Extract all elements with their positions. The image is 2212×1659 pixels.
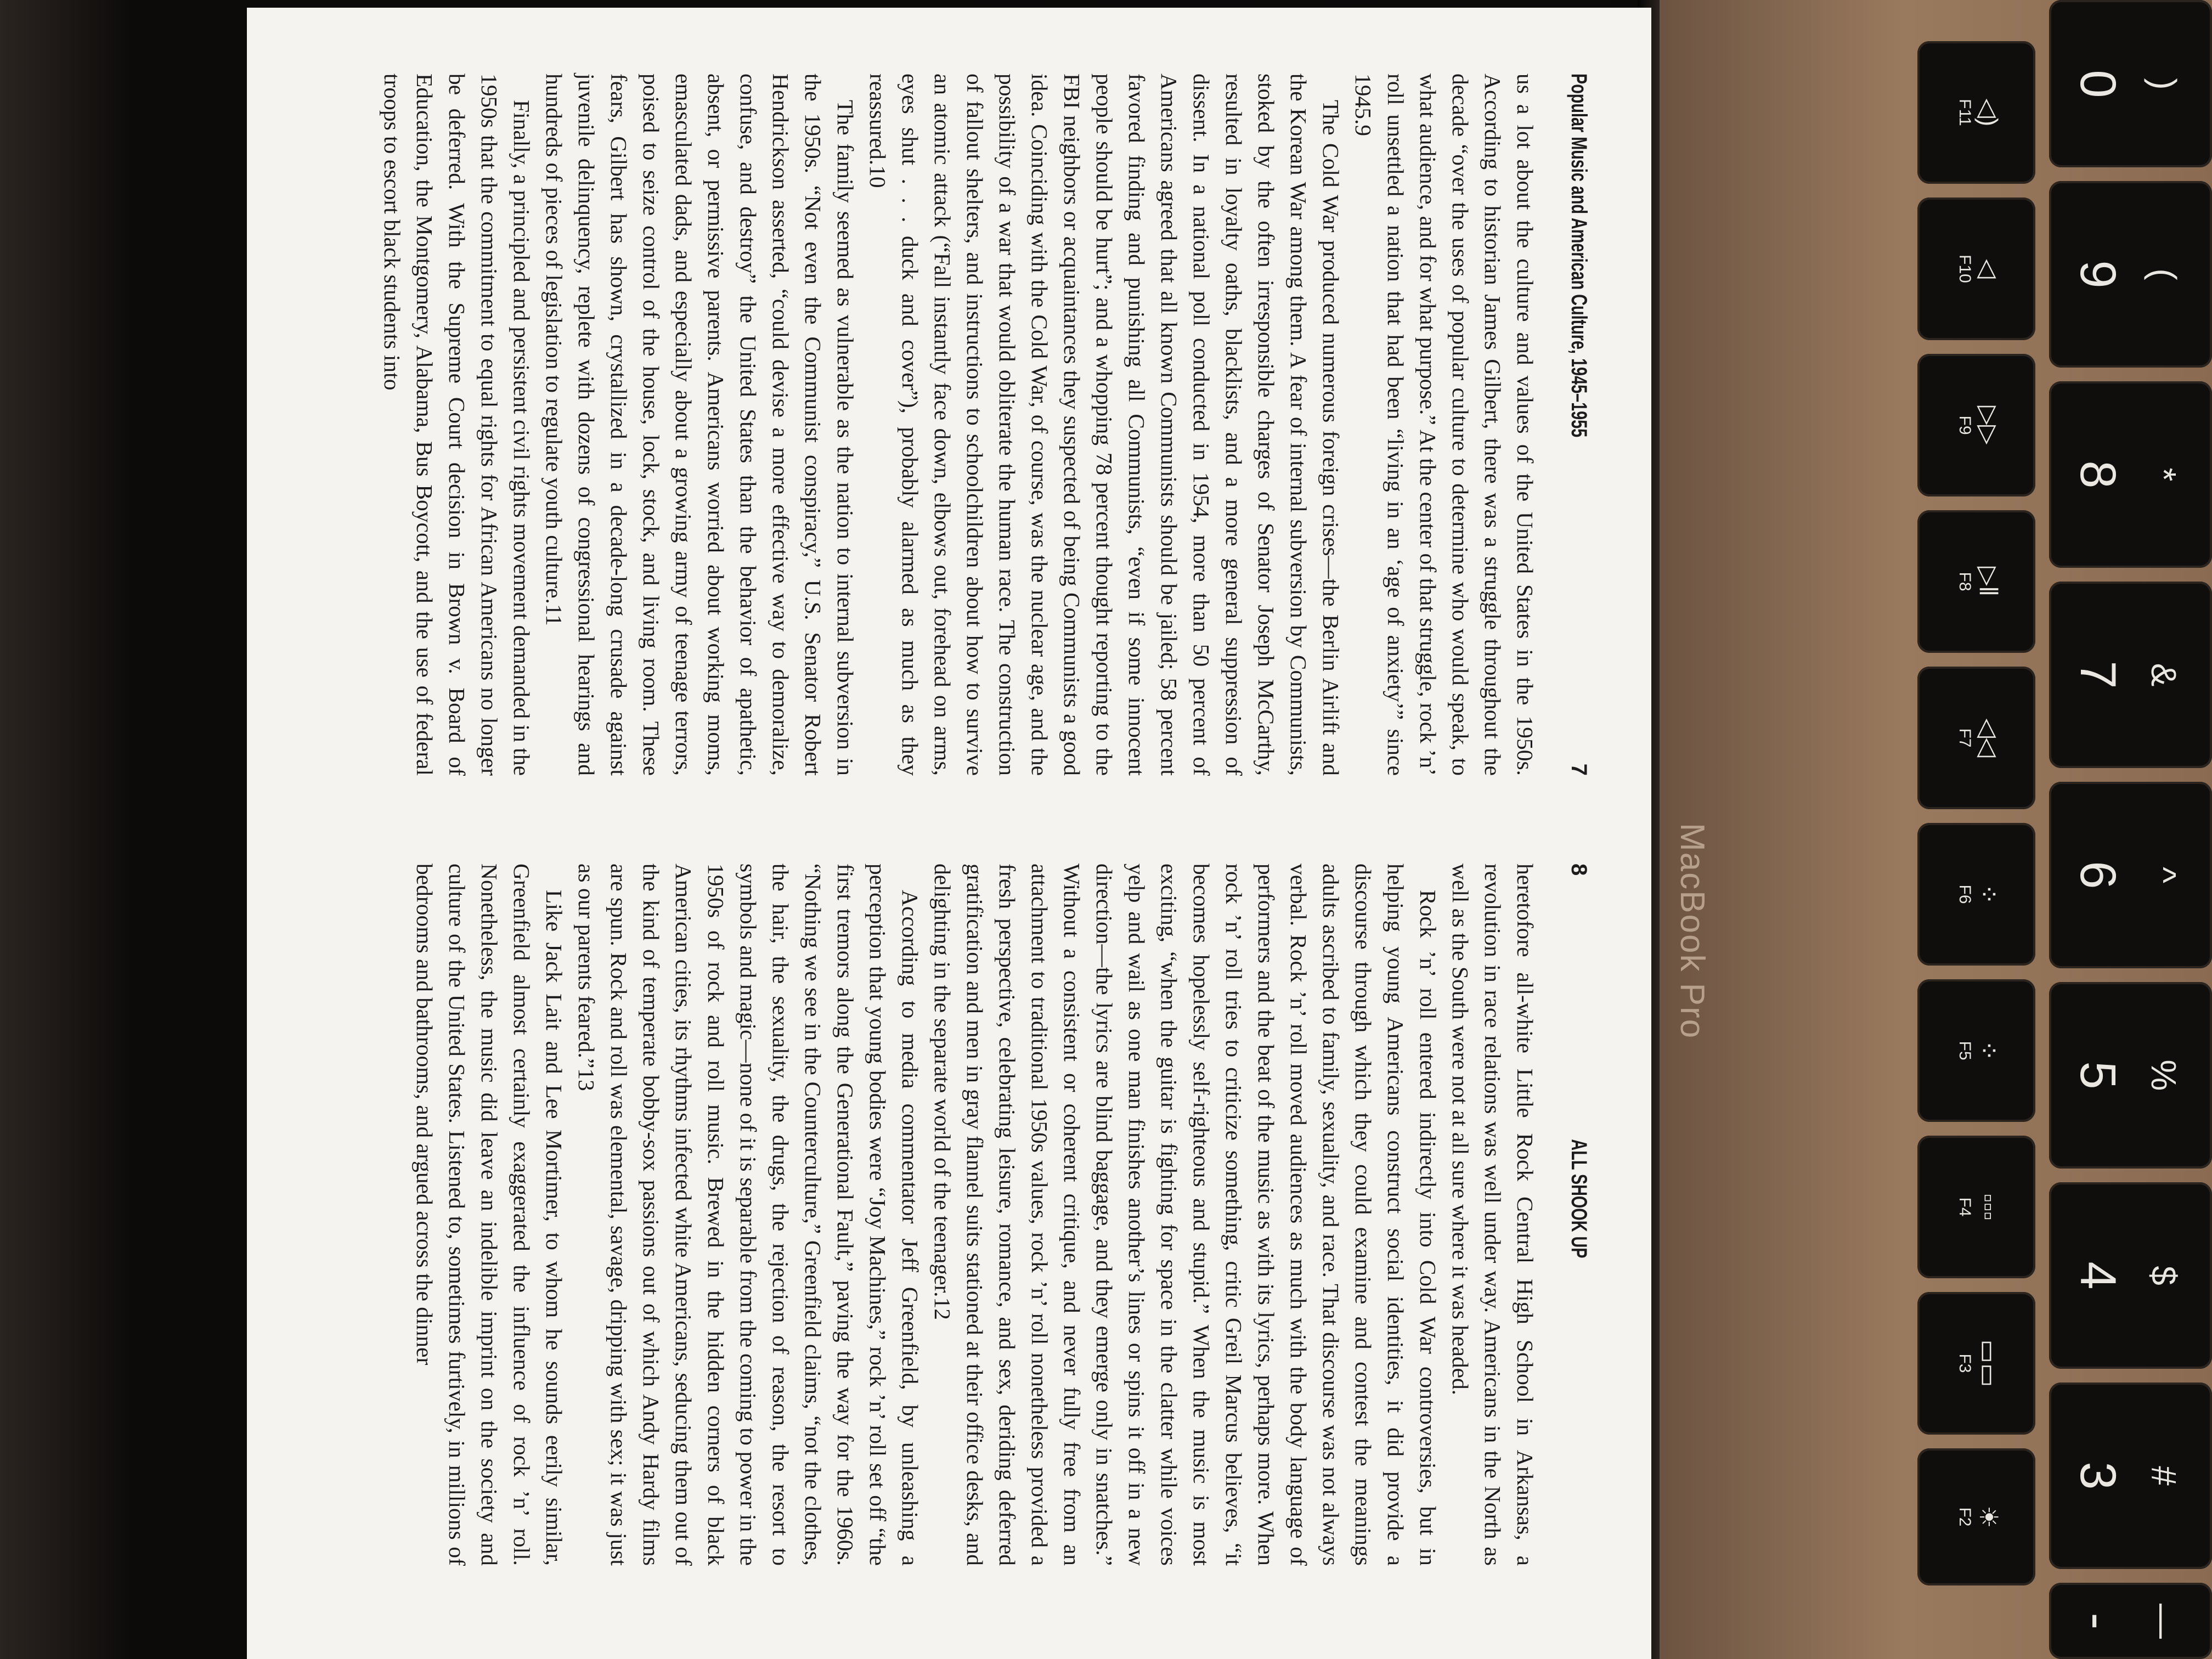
keyboard-light-down-icon: ⁘ [1974, 1040, 2003, 1062]
f10-key[interactable]: ◁ F10 [1917, 198, 2035, 340]
launchpad-icon: ▫▫▫ [1974, 1193, 2003, 1221]
f6-key[interactable]: ⁘ F6 [1917, 823, 2035, 966]
fast-forward-icon: ▷▷ [1974, 405, 2003, 445]
laptop-brand-label: MacBook Pro [1673, 823, 1711, 1040]
left-paragraph: us a lot about the culture and values of the United States in the 1950s. According to historian James Gilbert, there was a struggle throughout the decade “over the uses of popular culture to determine who would speak, to what audience, and for what purpose.” At the center of that struggle, rock ’n’ roll unsettled a nation that had been “living in an ‘age of anxiety’” since 1945.9 [1351, 74, 1538, 776]
left-paragraph: Finally, a principled and persistent civil rights movement demanded in the 1950s that the commitment to equal rights for African Americans no longer be deferred. With the Supreme Court decision in Brown v. Board of Education, the Montgomery, Alabama, Bus Boycott, and the use of federal troops to escort black students into [380, 74, 534, 776]
left-running-head [1566, 74, 1591, 776]
brightness-up-icon: ☀ [1974, 1505, 2003, 1528]
f9-key[interactable]: ▷▷ F9 [1917, 354, 2035, 496]
laptop-screen [247, 8, 1651, 1659]
right-running-head [1566, 864, 1591, 1566]
left-page [274, 74, 1591, 776]
volume-down-icon: ◁) [1974, 98, 2003, 127]
f2-key[interactable]: ☀ F2 [1917, 1448, 2035, 1585]
left-page-number: 7 [1567, 763, 1591, 776]
right-page-number: 8 [1567, 864, 1591, 876]
left-paragraph: The Cold War produced numerous foreign crises—the Berlin Airlift and the Korean War among them. A fear of internal subversion by Communists, stoked by the often irresponsible charges of Senator Joseph McCarthy, resulted in loyalty oaths, blacklists, and a more general suppression of dissent. In a national poll conducted in 1954, more than 50 percent of Americans agreed that all known Communists should be jailed; 58 percent favored finding and punishing all Communists, “even if some innocent people should be hurt”; and a whopping 78 percent thought reporting to the FBI neighbors or acquaintances they suspected of being Communists a good idea. Coinciding with the Cold War, of course, was the nuclear age, and the possibility of a war that would obliterate the human race. The construction of fallout shelters, and instructions to schoolchildren about how to survive an atomic attack (“Fall instantly face down, elbows out, forehead on arms, eyes shut . . . duck and cover”), probably alarmed as much as they reassured.10 [865, 74, 1344, 776]
keyboard-light-up-icon: ⁘ [1974, 883, 2003, 905]
f8-key[interactable]: ▷‖ F8 [1917, 510, 2035, 653]
play-pause-icon: ▷‖ [1974, 566, 2003, 597]
left-running-title: Popular Music and American Culture, 1945–1955 [1567, 74, 1591, 438]
key-5[interactable]: % 5 [2049, 982, 2212, 1169]
mute-icon: ◁ [1974, 259, 2003, 279]
right-running-title: ALL SHOOK UP [1567, 1139, 1591, 1259]
key-minus[interactable]: — - [2049, 1583, 2212, 1659]
key-7[interactable]: & 7 [2049, 582, 2212, 768]
book-spread [247, 8, 1651, 1659]
f7-key[interactable]: ◁◁ F7 [1917, 667, 2035, 809]
right-paragraph: Like Jack Lait and Lee Mortimer, to whom he sounds eerily similar, Greenfield almost certainly exaggerated the influence of rock ’n’ roll. Nonetheless, the music did leave an indelible imprint on the society and culture of the United States. Listened to, sometimes furtively, in millions of bedrooms and bathrooms, and argued across the dinner [412, 864, 567, 1566]
key-9[interactable]: ( 9 [2049, 181, 2212, 368]
rewind-icon: ◁◁ [1974, 718, 2003, 758]
key-4[interactable]: $ 4 [2049, 1182, 2212, 1369]
f4-key[interactable]: ▫▫▫ F4 [1917, 1136, 2035, 1278]
key-8[interactable]: * 8 [2049, 381, 2212, 568]
f11-key[interactable]: ◁) F11 [1917, 41, 2035, 184]
f3-key[interactable]: ▭▭ F3 [1917, 1292, 2035, 1435]
left-paragraph: The family seemed as vulnerable as the nation to internal subversion in the 1950s. “Not even the Communist conspiracy,” U.S. Senator Robert Hendrickson asserted, “could devise a more effective way to demoralize, confuse, and destroy” the United States than the behavior of apathetic, absent, or permissive parents. Americans worried about working moms, emasculated dads, and especially about a growing army of teenage terrors, poised to seize control of the house, lock, stock, and living room. These fears, Gilbert has shown, crystallized in a decade-long crusade against juvenile delinquency, replete with dozens of congressional hearings and hundreds of pieces of legislation to regulate youth culture.11 [541, 74, 858, 776]
key-3[interactable]: # 3 [2049, 1383, 2212, 1569]
mission-control-icon: ▭▭ [1974, 1339, 2003, 1387]
right-paragraph: Rock ’n’ roll entered indirectly into Cold War controversies, but in helping young Americans construct social identities, it did provide a discourse through which they could examine and contest the meanings adults ascribed to family, sexuality, and race. That discourse was not always verbal. Rock ’n’ roll moved audiences as much with the body language of performers and the beat of the music as with its lyrics, perhaps more. When rock ’n’ roll tries to criticize something, critic Greil Marcus believes, “it becomes hopelessly self-righteous and stupid.” When the music is most exciting, “when the guitar is fighting for space in the clatter while voices yelp and wail as one man finishes another’s lines or spins it off in a new direction—the lyrics are blind baggage, and they emerge only in snatches.” Without a consistent or coherent critique, and never fully free from an attachment to traditional 1950s values, rock ’n’ roll nonetheless provided a fresh perspective, celebrating leisure, romance, and sex, deriding deferred gratification and men in gray flannel suits stationed at their office desks, and delighting in the separate world of the teenager.12 [930, 864, 1441, 1566]
right-paragraph: heretofore all-white Little Rock Central High School in Arkansas, a revolution in race relations was well under way. Americans in the North as well as the South were not at all sure where it was headed. [1448, 864, 1538, 1566]
key-0[interactable]: ) 0 [2049, 0, 2212, 167]
f5-key[interactable]: ⁘ F5 [1917, 979, 2035, 1122]
right-paragraph: According to media commentator Jeff Greenfield, by unleashing a perception that young bodies were “Joy Machines,” rock ’n’ roll set off “the first tremors along the Generational Fault,” paving the way for the 1960s. “Nothing we see in the Counterculture,” Greenfield claims, “not the clothes, the hair, the sexuality, the drugs, the rejection of reason, the resort to symbols and magic—none of it is separable from the coming to power in the 1950s of rock and roll music. Brewed in the hidden corners of black American cities, its rhythms infected white Americans, seducing them out of the kind of temperate bobby-sox passions out of which Andy Hardy films are spun. Rock and roll was elemental, savage, dripping with sex; it was just as our parents feared.”13 [574, 864, 923, 1566]
key-6[interactable]: ^ 6 [2049, 782, 2212, 968]
right-page [274, 864, 1591, 1566]
